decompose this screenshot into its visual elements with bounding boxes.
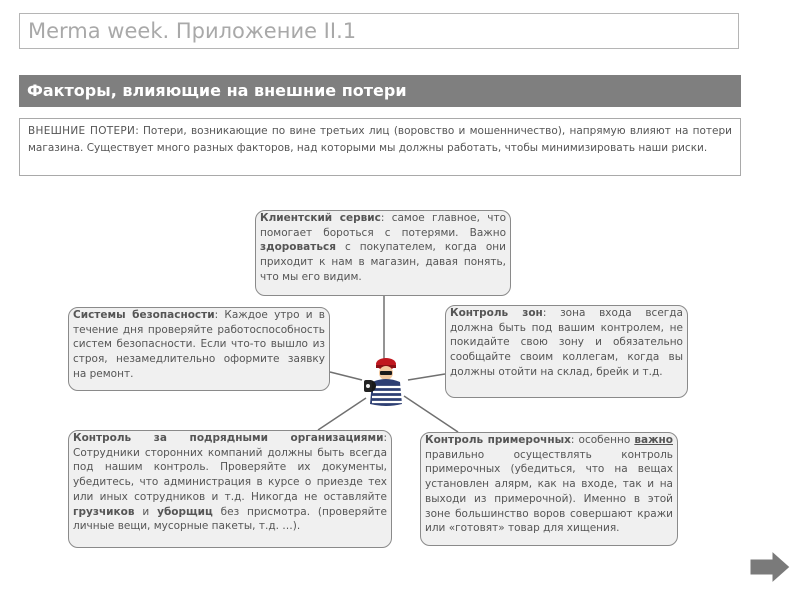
section-header: Факторы, влияющие на внешние потери	[19, 75, 741, 107]
factor-contractor-control-emphasis-cleaners: уборщиц	[157, 505, 213, 518]
factor-fitting-room-control	[420, 432, 678, 546]
factor-security-systems-title: Системы безопасности	[73, 309, 215, 321]
factor-fitting-room-control-emphasis: важно	[634, 434, 673, 446]
factor-client-service-emphasis: здороваться	[260, 241, 336, 254]
factor-client-service	[255, 210, 511, 296]
definition-term: ВНЕШНИЕ ПОТЕРИ	[28, 125, 136, 137]
factor-contractor-control-text: : Сотрудники сторонних компаний должны быть всегда под нашим контроль. Проверяйте их документы, убедитесь, что администрация в курсе о приезде тех или иных сотрудников и т.д. Никогда не оставляйте	[73, 432, 387, 503]
connector-zones	[408, 374, 445, 380]
factor-fitting-room-control-title: Контроль примерочных	[425, 434, 571, 446]
factor-zone-control-text: : зона входа всегда должна быть под вашим контролем, не покидайте свою зону и обязательно сообщайте своим коллегам, когда вы должны отойти на склад, брейк и т.д.	[450, 307, 683, 378]
factor-fitting-room-control-text-2: правильно осуществлять контроль примерочных (убедиться, что на вещах установлен алярм, как на входе, так и на выходи из примерочной). Именно в этой зоне большинство воров совершают кражи или «готовят» товар для хищения.	[425, 448, 673, 535]
factor-contractor-control-text-2: и	[134, 505, 158, 518]
factor-contractor-control	[68, 430, 392, 548]
connector-contractors	[318, 398, 366, 430]
next-slide-button[interactable]	[748, 548, 792, 586]
factor-client-service-text: : самое главное, что помогает бороться с потерями. Важно	[260, 212, 507, 239]
connector-fitting	[404, 396, 458, 432]
factor-client-service-title: Клиентский сервис	[260, 212, 381, 224]
factor-security-systems	[68, 307, 330, 391]
security-guard-icon	[360, 356, 410, 408]
factor-client-service-text-2: с покупателем, когда они приходит к нам в магазин, давая понять, что мы его видим.	[260, 241, 506, 283]
factor-contractor-control-title: Контроль за подрядными организациями	[73, 432, 384, 444]
factor-zone-control	[445, 305, 688, 398]
arrow-right-icon	[750, 551, 790, 583]
factor-contractor-control-emphasis-loaders: грузчиков	[73, 505, 135, 518]
factor-security-systems-text: : Каждое утро и в течение дня проверяйте работоспособность систем безопасности. Если что-то вышло из строя, незамедлительно оформите заявку на ремонт.	[73, 309, 325, 380]
connector-security	[330, 372, 362, 380]
factor-fitting-room-control-text: : особенно	[570, 434, 635, 446]
definition-text: : Потери, возникающие по вине третьих лиц (воровство и мошенничество), напрямую влияют на потери магазина. Существует много разных факторов, над которыми мы должны работать, чтобы минимизировать наши риски.	[28, 125, 732, 154]
slide-title: Merma week. Приложение II.1	[19, 13, 739, 49]
factor-contractor-control-text-3: без присмотра. (проверяйте личные вещи, мусорные пакеты, т.д. …).	[73, 505, 388, 533]
factor-zone-control-title: Контроль зон	[450, 307, 543, 319]
